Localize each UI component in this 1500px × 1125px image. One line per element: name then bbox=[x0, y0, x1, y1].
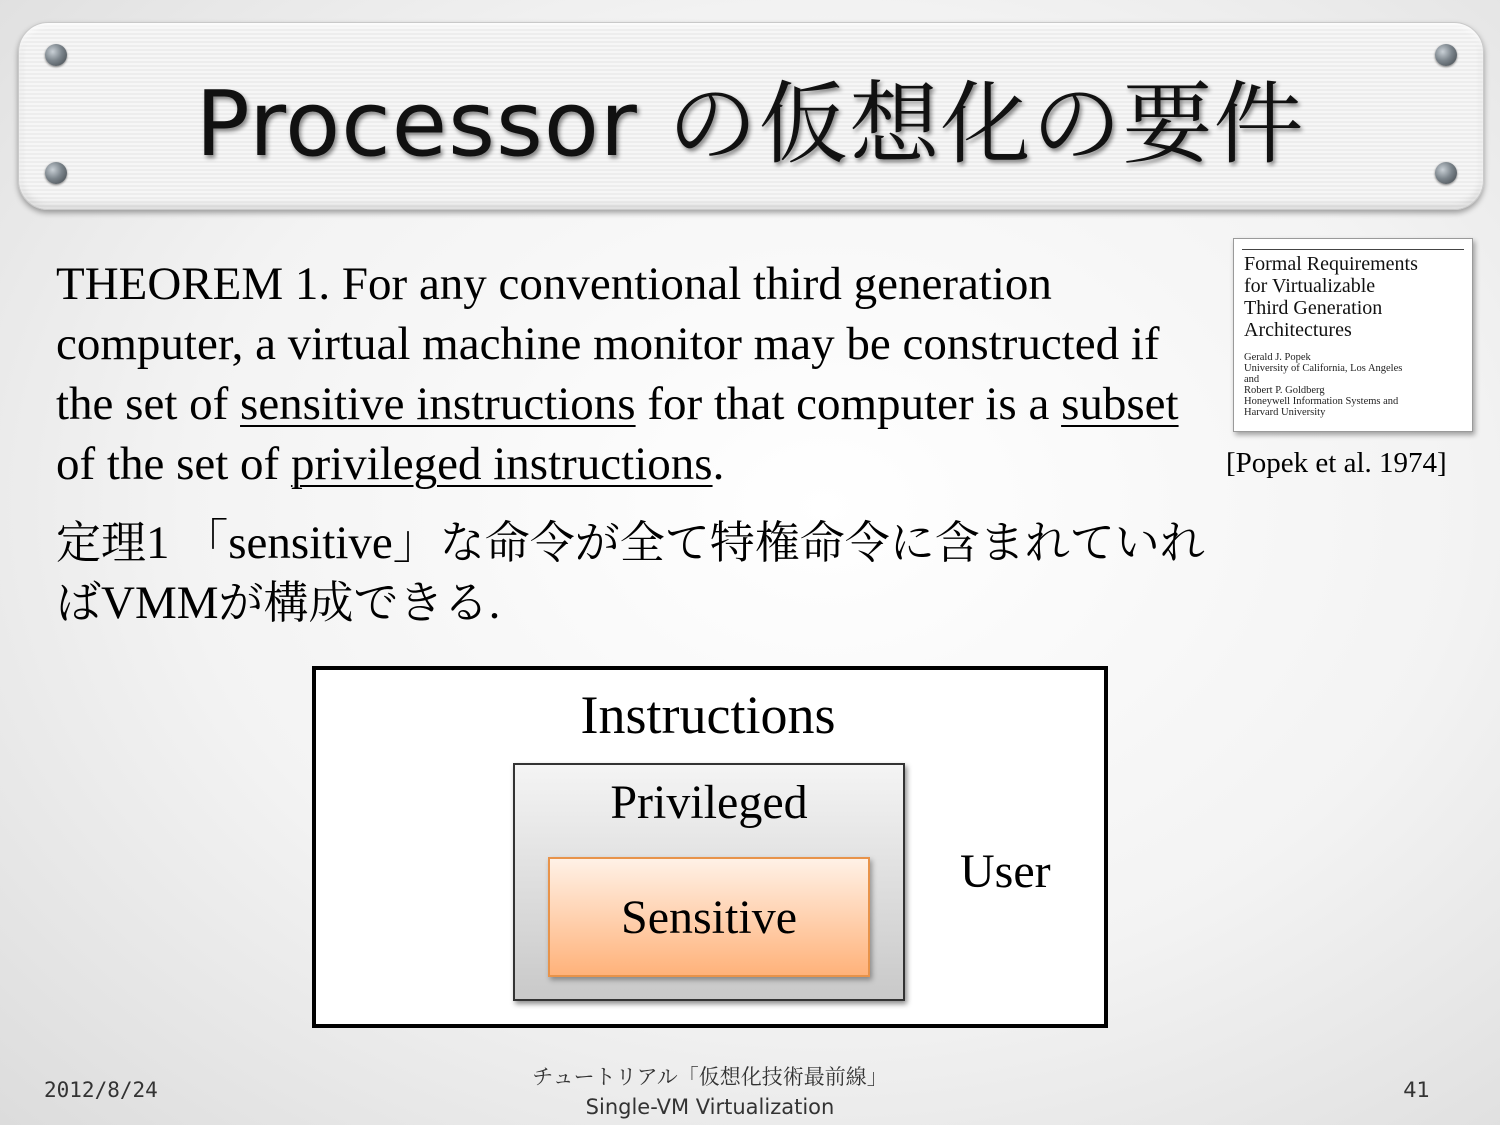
japanese-theorem bbox=[56, 513, 1206, 633]
paper-author-line: Honeywell Information Systems and bbox=[1244, 396, 1399, 407]
jp-text-part: が構成できる bbox=[218, 576, 489, 629]
paper-author-line: Robert P. Goldberg bbox=[1244, 385, 1325, 396]
footer-date: 2012/8/24 bbox=[44, 1078, 158, 1102]
paper-author-line: Gerald J. Popek bbox=[1244, 352, 1311, 363]
theorem-text-part: of the set of bbox=[56, 438, 291, 490]
slide-title: Processor の仮想化の要件 bbox=[195, 72, 1305, 177]
instructions-label: Instructions bbox=[580, 685, 836, 745]
bolt-icon bbox=[1435, 44, 1457, 66]
paper-author-line: and bbox=[1244, 374, 1260, 385]
underlined-sensitive-instructions: sensitive instructions bbox=[240, 378, 636, 430]
bolt-icon bbox=[45, 44, 67, 66]
jp-text-part: VMM bbox=[101, 577, 219, 629]
jp-text-part: . bbox=[488, 577, 501, 629]
citation: [Popek et al. 1974] bbox=[1226, 447, 1447, 479]
jp-text-part: な命令が全て特権命令に含まれていれば bbox=[56, 516, 1205, 629]
paper-title-line: Architectures bbox=[1244, 319, 1352, 341]
paper-title bbox=[1244, 253, 1468, 341]
footer-subtitle: Single-VM Virtualization bbox=[585, 1095, 835, 1119]
theorem-text bbox=[56, 254, 1206, 494]
paper-authors bbox=[1244, 352, 1468, 418]
theorem-text-part: for that computer is a bbox=[635, 378, 1062, 430]
underlined-privileged-instructions: privileged instructions bbox=[290, 438, 713, 490]
theorem-text-part: . bbox=[712, 438, 725, 490]
paper-title-line: Third Generation bbox=[1244, 297, 1383, 319]
user-label: User bbox=[960, 845, 1051, 898]
paper-title-line: Formal Requirements bbox=[1244, 253, 1418, 275]
page-number: 41 bbox=[1403, 1078, 1430, 1102]
footer-tutorial-title: チュートリアル「仮想化技術最前線」 bbox=[532, 1065, 888, 1089]
paper-author-line: Harvard University bbox=[1244, 407, 1326, 418]
paper-author-line: University of California, Los Angeles bbox=[1244, 363, 1403, 374]
paper-top-rule bbox=[1242, 249, 1464, 250]
jp-text-part: 定理 bbox=[56, 516, 147, 569]
paper-thumbnail bbox=[1233, 238, 1473, 432]
jp-text-part: 1 「sensitive」 bbox=[146, 517, 440, 569]
paper-title-line: for Virtualizable bbox=[1244, 275, 1376, 297]
footer-center bbox=[480, 1062, 940, 1122]
underlined-subset: subset bbox=[1061, 378, 1179, 430]
sensitive-label: Sensitive bbox=[621, 891, 797, 944]
theorem-text-part: THEOREM 1. For any conventional third generation computer, a virtual machine monitor may be constructed if the set of bbox=[56, 258, 1160, 430]
privileged-label: Privileged bbox=[610, 776, 808, 829]
